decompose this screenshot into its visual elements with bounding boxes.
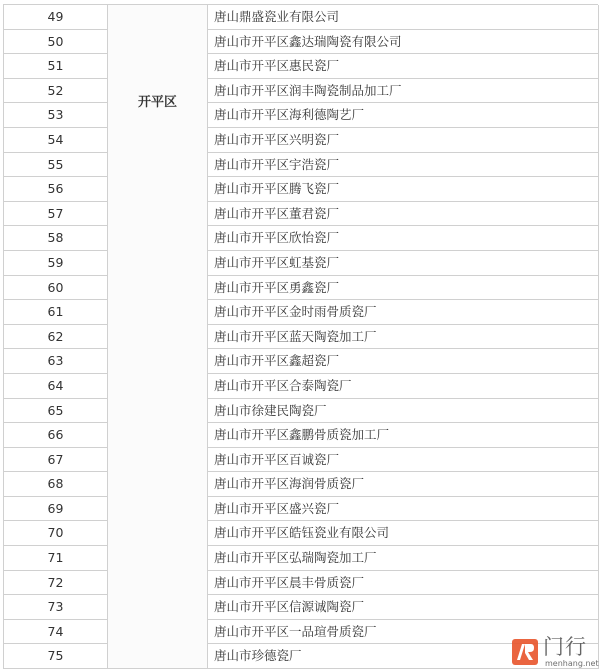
row-number: 59 (4, 251, 108, 276)
row-number: 72 (4, 571, 108, 596)
row-number: 67 (4, 448, 108, 473)
company-name: 唐山市珍德瓷厂 (208, 644, 599, 669)
company-name: 唐山市开平区欣怡瓷厂 (208, 226, 599, 251)
row-number: 57 (4, 202, 108, 227)
company-name: 唐山市开平区晨丰骨质瓷厂 (208, 571, 599, 596)
company-name: 唐山市开平区兴明瓷厂 (208, 128, 599, 153)
company-name: 唐山市开平区惠民瓷厂 (208, 54, 599, 79)
row-number: 62 (4, 325, 108, 350)
row-number: 69 (4, 497, 108, 522)
row-number: 52 (4, 79, 108, 104)
row-number: 61 (4, 300, 108, 325)
row-number: 75 (4, 644, 108, 669)
watermark-domain: menhang.net (545, 659, 599, 668)
company-name: 唐山市开平区蓝天陶瓷加工厂 (208, 325, 599, 350)
row-number: 51 (4, 54, 108, 79)
company-name: 唐山市开平区润丰陶瓷制品加工厂 (208, 79, 599, 104)
row-number: 74 (4, 620, 108, 645)
company-name: 唐山市开平区海利德陶艺厂 (208, 103, 599, 128)
company-name: 唐山市开平区一品瑄骨质瓷厂 (208, 620, 599, 645)
company-name: 唐山市开平区鑫超瓷厂 (208, 349, 599, 374)
row-number: 50 (4, 30, 108, 55)
row-number: 63 (4, 349, 108, 374)
company-name: 唐山市开平区董君瓷厂 (208, 202, 599, 227)
company-name: 唐山市开平区弘瑞陶瓷加工厂 (208, 546, 599, 571)
company-name: 唐山市开平区海润骨质瓷厂 (208, 472, 599, 497)
row-number: 56 (4, 177, 108, 202)
row-number: 73 (4, 595, 108, 620)
row-number: 53 (4, 103, 108, 128)
row-number: 58 (4, 226, 108, 251)
row-number: 70 (4, 521, 108, 546)
row-number: 60 (4, 276, 108, 301)
company-name: 唐山市开平区勇鑫瓷厂 (208, 276, 599, 301)
company-name: 唐山市开平区宇浩瓷厂 (208, 153, 599, 178)
row-number: 64 (4, 374, 108, 399)
company-name: 唐山市开平区虹基瓷厂 (208, 251, 599, 276)
watermark (510, 634, 599, 670)
row-number: 65 (4, 399, 108, 424)
district-cell (108, 5, 208, 669)
row-number: 68 (4, 472, 108, 497)
row-number: 71 (4, 546, 108, 571)
company-name: 唐山市开平区信源诚陶瓷厂 (208, 595, 599, 620)
company-table (3, 4, 598, 669)
company-name: 唐山市开平区合泰陶瓷厂 (208, 374, 599, 399)
company-name: 唐山市开平区金时雨骨质瓷厂 (208, 300, 599, 325)
company-name: 唐山市开平区盛兴瓷厂 (208, 497, 599, 522)
district-label: 开平区 (137, 95, 177, 110)
menhang-logo-icon (512, 639, 538, 665)
row-number: 49 (4, 5, 108, 30)
company-name: 唐山市徐建民陶瓷厂 (208, 399, 599, 424)
company-name: 唐山鼎盛瓷业有限公司 (208, 5, 599, 30)
company-name: 唐山市开平区皓钰瓷业有限公司 (208, 521, 599, 546)
company-name: 唐山市开平区鑫鹏骨质瓷加工厂 (208, 423, 599, 448)
row-number: 54 (4, 128, 108, 153)
row-number: 66 (4, 423, 108, 448)
watermark-brand: 门行 (543, 635, 587, 659)
row-number: 55 (4, 153, 108, 178)
company-name: 唐山市开平区鑫达瑞陶瓷有限公司 (208, 30, 599, 55)
company-name: 唐山市开平区腾飞瓷厂 (208, 177, 599, 202)
company-name: 唐山市开平区百诚瓷厂 (208, 448, 599, 473)
